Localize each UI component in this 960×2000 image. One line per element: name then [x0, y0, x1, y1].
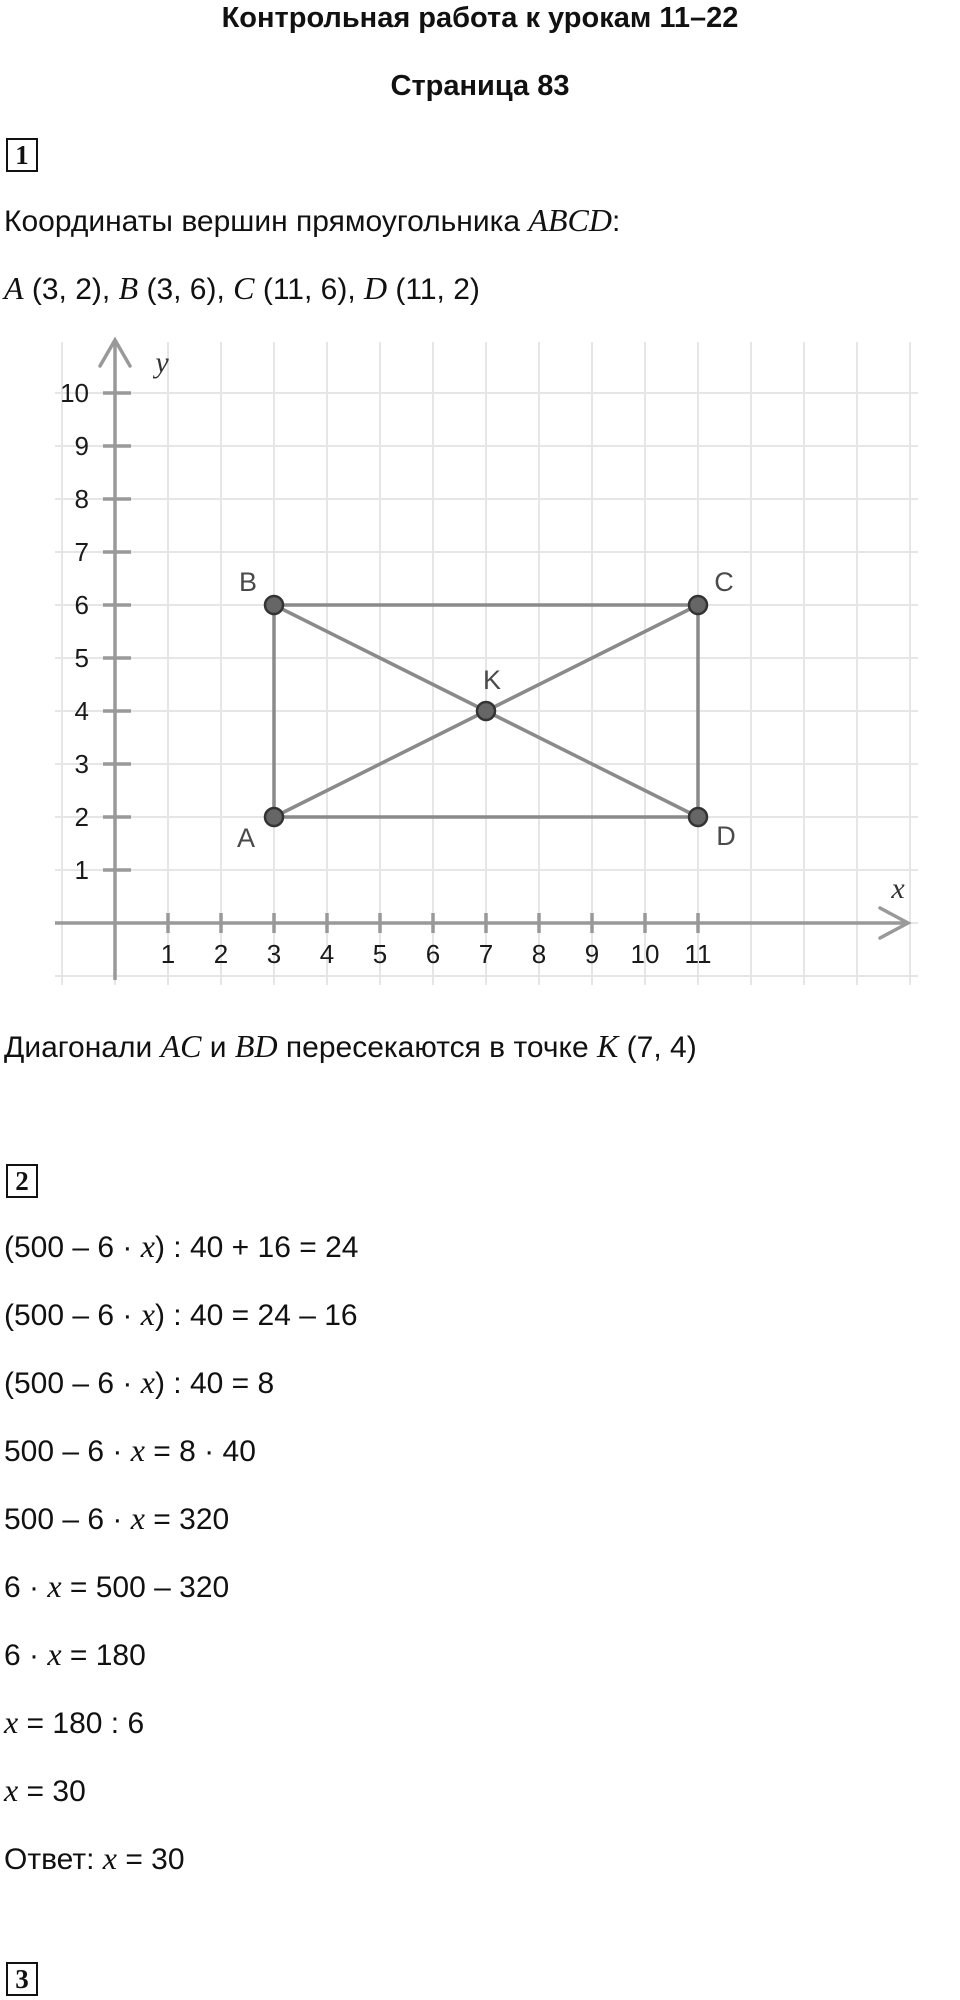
x-tick-label: 4	[319, 939, 335, 969]
variable-x: x	[140, 1364, 155, 1400]
point-k	[477, 702, 495, 720]
task-1-conclusion	[4, 1026, 697, 1068]
answer-line	[4, 1838, 185, 1880]
x-tick-label: 2	[213, 939, 229, 969]
point-label-a: A	[236, 823, 256, 853]
solution-step-8	[4, 1702, 144, 1744]
page-title: Контрольная работа к урокам 11–22	[221, 2, 739, 34]
x-tick-label: 6	[425, 939, 441, 969]
variable-x: x	[4, 1704, 19, 1740]
y-tick-label: 2	[74, 802, 89, 832]
variable-x: x	[4, 1772, 19, 1808]
point-label-b: B	[238, 567, 258, 597]
step-part: ) : 40 = 8	[154, 1367, 275, 1400]
step-part: 500 – 6 ·	[4, 1503, 131, 1536]
point-k-name: K	[597, 1028, 619, 1064]
solution-step-6	[4, 1566, 229, 1608]
vertex-c-coords: (11, 6),	[254, 273, 364, 306]
diagonal-bd: BD	[234, 1028, 278, 1064]
point-label-c: C	[714, 567, 734, 597]
x-tick-label: 1	[160, 939, 176, 969]
y-tick-label: 5	[74, 643, 89, 673]
rectangle-name: ABCD	[528, 202, 612, 238]
solution-step-7	[4, 1634, 146, 1676]
y-tick-label: 3	[74, 749, 89, 779]
solution-step-3	[4, 1362, 274, 1404]
x-tick-label: 9	[584, 939, 600, 969]
page-number: Страница 83	[390, 70, 570, 102]
variable-x: x	[130, 1432, 145, 1468]
grid	[55, 342, 918, 985]
vertex-c-name: C	[233, 270, 255, 306]
coordinate-plane-figure	[0, 320, 960, 1020]
vertex-a-coords: (3, 2),	[23, 273, 119, 306]
x-tick-label: 11	[684, 939, 712, 969]
point-d	[689, 808, 707, 826]
variable-x: x	[47, 1568, 62, 1604]
task-2-number: 2	[6, 1164, 38, 1198]
step-part: = 180	[61, 1639, 146, 1672]
variable-x: x	[102, 1840, 117, 1876]
x-tick-label: 8	[531, 939, 547, 969]
step-part: ) : 40 + 16 = 24	[154, 1231, 359, 1264]
y-axis-name: y	[155, 346, 169, 379]
solution-step-1	[4, 1226, 358, 1268]
vertex-a-name: A	[4, 270, 24, 306]
task-1-number: 1	[6, 138, 38, 172]
step-part: = 180 : 6	[18, 1707, 145, 1740]
intro-text: Координаты вершин прямоугольника	[4, 205, 529, 238]
y-tick-label: 10	[60, 378, 89, 408]
point-b	[265, 596, 283, 614]
y-tick-label: 9	[74, 431, 89, 461]
step-part: = 30	[116, 1843, 185, 1876]
variable-x: x	[140, 1296, 155, 1332]
x-tick-label: 3	[266, 939, 282, 969]
point-c	[689, 596, 707, 614]
y-tick-label: 6	[74, 590, 89, 620]
vertex-coordinates	[4, 268, 480, 310]
point-label-d: D	[716, 821, 736, 851]
step-part: = 8 · 40	[144, 1435, 256, 1468]
vertex-b-name: B	[118, 270, 139, 306]
x-tick-label: 5	[372, 939, 388, 969]
solution-step-4	[4, 1430, 256, 1472]
conclusion-text-3: пересекаются в точке	[277, 1031, 597, 1064]
solution-step-9	[4, 1770, 86, 1812]
task-1-intro	[4, 200, 620, 242]
variable-x: x	[47, 1636, 62, 1672]
y-tick-label: 8	[74, 484, 89, 514]
solution-step-5	[4, 1498, 229, 1540]
x-tick-label: 7	[478, 939, 494, 969]
step-part: (500 – 6 ·	[4, 1367, 141, 1400]
intro-colon: :	[611, 205, 621, 238]
x-tick-label: 10	[630, 939, 660, 969]
step-part: 500 – 6 ·	[4, 1435, 131, 1468]
axes	[55, 340, 908, 980]
vertex-d-name: D	[363, 270, 388, 306]
y-tick-label: 7	[74, 537, 89, 567]
vertex-b-coords: (3, 6),	[138, 273, 234, 306]
solution-step-2	[4, 1294, 358, 1336]
task-3-number: 3	[6, 1962, 38, 1996]
step-part: (500 – 6 ·	[4, 1299, 141, 1332]
step-part: Ответ:	[4, 1843, 103, 1876]
x-axis-name: x	[891, 872, 905, 905]
point-k-coords: (7, 4)	[618, 1031, 697, 1064]
step-part: = 30	[18, 1775, 86, 1808]
y-tick-label: 4	[74, 696, 89, 726]
variable-x: x	[140, 1228, 155, 1264]
step-part: (500 – 6 ·	[4, 1231, 141, 1264]
y-tick-label: 1	[74, 855, 89, 885]
conclusion-text-2: и	[201, 1031, 235, 1064]
variable-x: x	[130, 1500, 145, 1536]
step-part: 6 ·	[4, 1639, 48, 1672]
diagonal-ac: AC	[160, 1028, 202, 1064]
point-label-k: K	[482, 665, 502, 695]
step-part: ) : 40 = 24 – 16	[154, 1299, 358, 1332]
step-part: = 500 – 320	[61, 1571, 230, 1604]
vertex-d-coords: (11, 2)	[387, 273, 480, 306]
step-part: = 320	[144, 1503, 230, 1536]
conclusion-text-1: Диагонали	[4, 1031, 161, 1064]
step-part: 6 ·	[4, 1571, 48, 1604]
point-a	[265, 808, 283, 826]
